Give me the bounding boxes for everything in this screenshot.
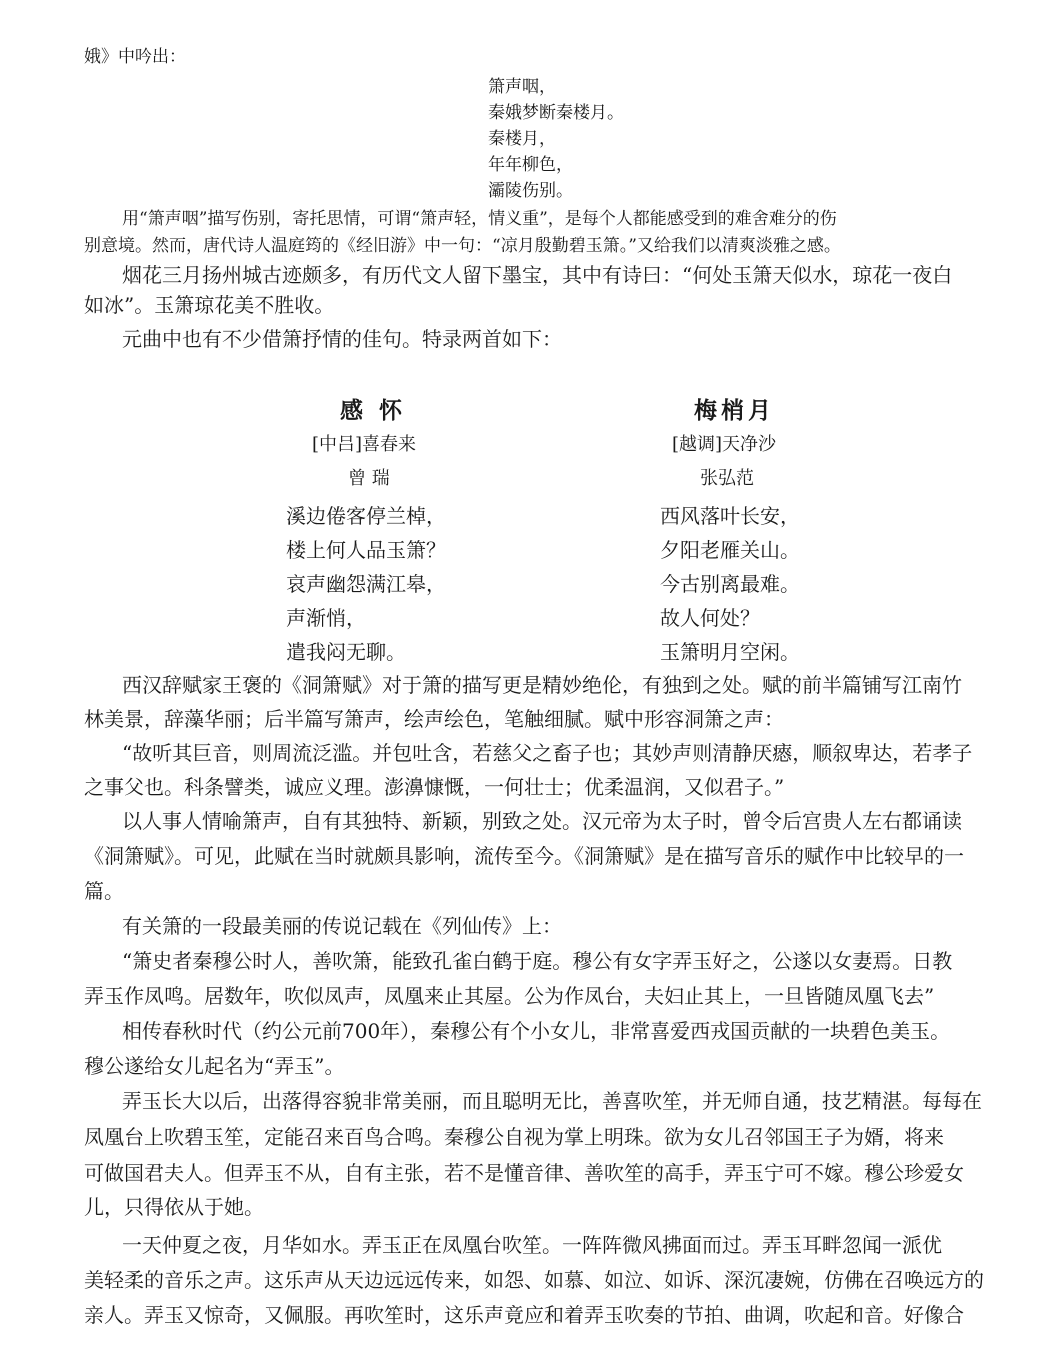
- paragraph-line: 如冰”。玉箫琼花美不胜收。: [84, 293, 335, 317]
- body-line: 儿，只得依从于她。: [84, 1195, 264, 1219]
- body-line: “故听其巨音，则周流泛滥。并包吐含，若慈父之畜子也；其妙声则清静厌瘱，顺叙卑达，若孝子: [122, 741, 973, 765]
- poem-line: 遣我闷无聊。: [286, 640, 406, 664]
- poem-line: 溪边倦客停兰棹，: [286, 504, 446, 528]
- poem-title: 感 怀: [340, 398, 407, 424]
- body-line: 一天仲夏之夜，月华如水。弄玉正在凤凰台吹笙。一阵阵微风拂面而过。弄玉耳畔忽闻一派优: [122, 1233, 942, 1257]
- paragraph-line: 烟花三月扬州城古迹颇多，有历代文人留下墨宝，其中有诗曰：“何处玉箫天似水，琼花一夜白: [122, 263, 953, 287]
- body-line: 亲人。弄玉又惊奇，又佩服。再吹笙时，这乐声竟应和着弄玉吹奏的节拍、曲调，吹起和音。好像合: [84, 1303, 964, 1327]
- poem-author: 张弘范: [700, 468, 754, 489]
- body-line: 凤凰台上吹碧玉笙，定能召来百鸟合鸣。秦穆公自视为掌上明珠。欲为女儿召邻国王子为婿，将来: [84, 1125, 944, 1149]
- poem-line: 玉箫明月空闲。: [660, 640, 800, 664]
- body-line: 有关箫的一段最美丽的传说记载在《列仙传》上：: [122, 914, 562, 938]
- paragraph-line: 元曲中也有不少借箫抒情的佳句。特录两首如下：: [122, 327, 562, 351]
- poem-line: 夕阳老雁关山。: [660, 538, 800, 562]
- body-line: 可做国君夫人。但弄玉不从，自有主张，若不是懂音律、善吹笙的高手，弄玉宁可不嫁。穆公珍爱女: [84, 1161, 964, 1185]
- body-line: 相传春秋时代（约公元前700年），秦穆公有个小女儿，非常喜爱西戎国贡献的一块碧色美玉。: [122, 1019, 951, 1043]
- body-line: “箫史者秦穆公时人，善吹箫，能致孔雀白鹤于庭。穆公有女字弄玉好之，公遂以女妻焉。日教: [122, 949, 953, 973]
- poem-line: 秦娥梦断秦楼月。: [488, 103, 624, 123]
- poem-line: 西风落叶长安，: [660, 504, 800, 528]
- poem-tune: [越调]天净沙: [672, 434, 777, 455]
- poem-line: 年年柳色，: [488, 155, 573, 175]
- poem-line: 哀声幽怨满江皋，: [286, 572, 446, 596]
- poem-line: 灞陵伤别。: [488, 181, 573, 201]
- poem-author: 曾 瑞: [348, 468, 390, 489]
- poem-line: 今古别离最难。: [660, 572, 800, 596]
- body-line: 弄玉长大以后，出落得容貌非常美丽，而且聪明无比，善喜吹笙，并无师自通，技艺精湛。每每在: [122, 1089, 982, 1113]
- body-line: 《洞箫赋》。可见，此赋在当时就颇具影响，流传至今。《洞箫赋》是在描写音乐的赋作中比较早的一: [84, 844, 964, 868]
- paragraph-line: 别意境。然而，唐代诗人温庭筠的《经旧游》中一句：“凉月殷勤碧玉箫。”又给我们以清爽淡雅之感。: [84, 236, 841, 256]
- body-line: 以人事人情喻箫声，自有其独特、新颖，别致之处。汉元帝为太子时，曾令后宫贵人左右都诵读: [122, 809, 962, 833]
- poem-tune: [中吕]喜春来: [312, 434, 417, 455]
- body-line: 美轻柔的音乐之声。这乐声从天边远远传来，如怨、如慕、如泣、如诉、深沉凄婉，仿佛在召唤远方的: [84, 1268, 984, 1292]
- poem-line: 秦楼月，: [488, 129, 556, 149]
- body-line: 篇。: [84, 879, 124, 903]
- poem-line: 声渐悄，: [286, 606, 366, 630]
- paragraph-line: 用“箫声咽”描写伤别，寄托思情，可谓“箫声轻，情义重”，是每个人都能感受到的难舍难分的伤: [122, 209, 837, 229]
- body-line: 穆公遂给女儿起名为“弄玉”。: [84, 1054, 345, 1078]
- body-line: 西汉辞赋家王褒的《洞箫赋》对于箫的描写更是精妙绝伦，有独到之处。赋的前半篇铺写江南竹: [122, 673, 962, 697]
- body-line: 之事父也。科条譬类，诚应义理。澎濞慷慨，一何壮士；优柔温润，又似君子。”: [84, 775, 785, 799]
- poem-line: 故人何处？: [660, 606, 760, 630]
- body-line: 弄玉作凤鸣。居数年，吹似凤声，凤凰来止其屋。公为作凤台，夫妇止其上，一旦皆随凤凰飞去”: [84, 984, 935, 1008]
- poem-line: 楼上何人品玉箫？: [286, 538, 446, 562]
- poem-title: 梅梢月: [694, 398, 775, 424]
- poem-line: 箫声咽，: [488, 77, 556, 97]
- text-fragment: 娥》中吟出：: [84, 47, 186, 67]
- body-line: 林美景，辞藻华丽；后半篇写箫声，绘声绘色，笔触细腻。赋中形容洞箫之声：: [84, 707, 784, 731]
